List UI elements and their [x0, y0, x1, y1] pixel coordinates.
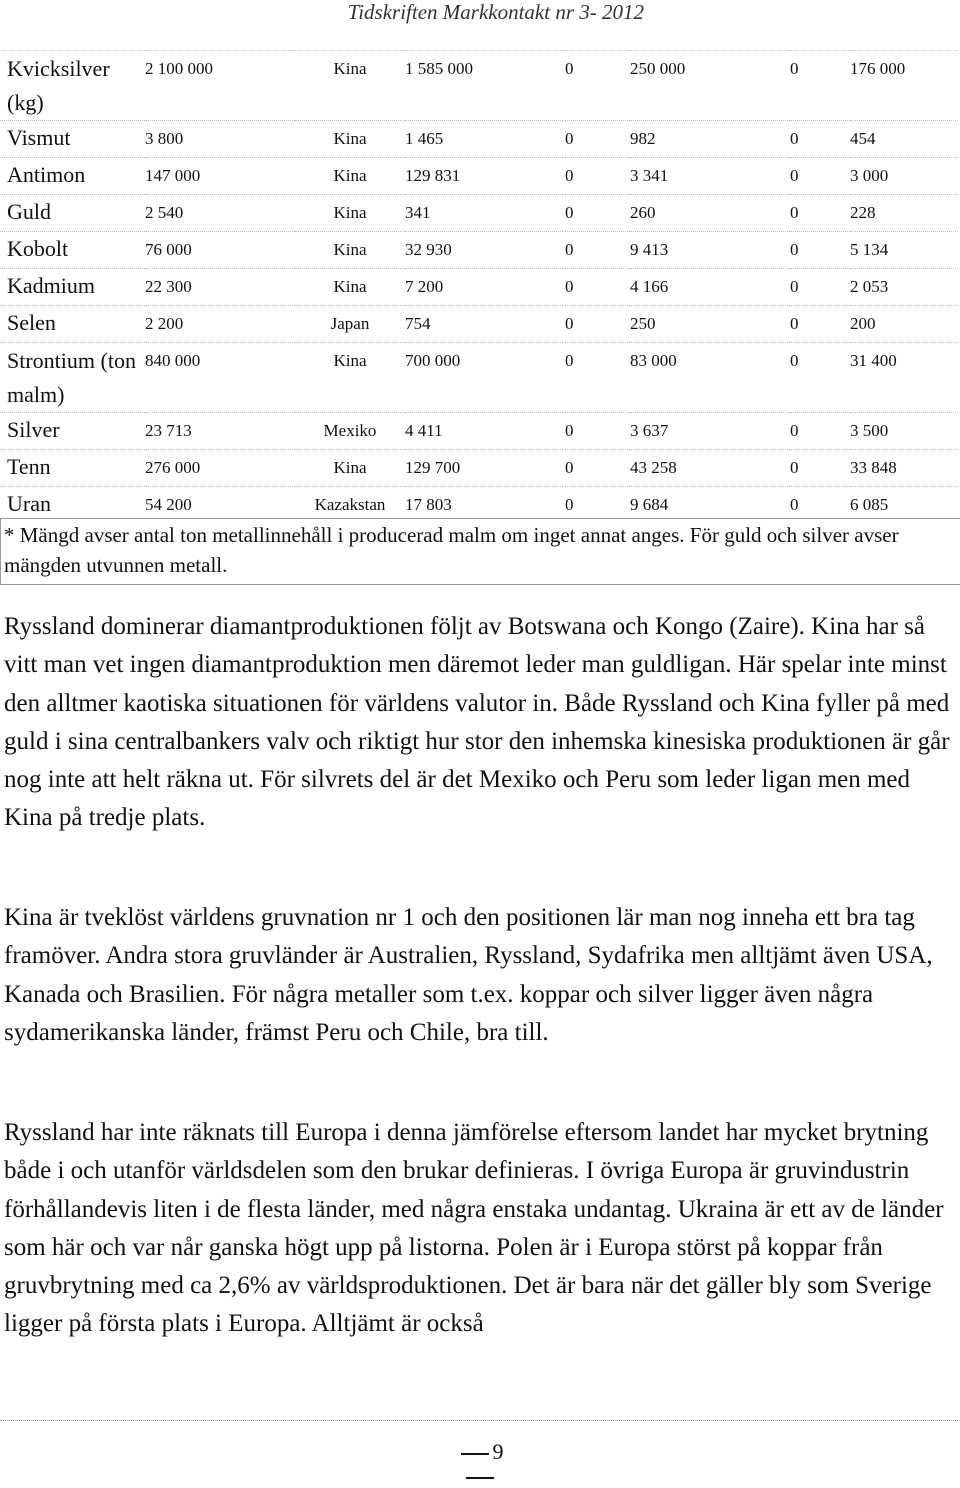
col-6: 0: [790, 121, 850, 158]
col-5: 3 341: [630, 158, 790, 195]
production-total: 23 713: [145, 413, 295, 450]
col-6: 0: [790, 195, 850, 232]
country-production: 7 200: [405, 269, 565, 306]
col-5: 9 413: [630, 232, 790, 269]
running-header: Tidskriften Markkontakt nr 3- 2012: [347, 0, 644, 24]
col-4: 0: [565, 450, 630, 487]
col-6: 0: [790, 343, 850, 413]
col-6: 0: [790, 158, 850, 195]
col-5: 982: [630, 121, 790, 158]
top-country: Kina: [295, 269, 405, 306]
col-7: 3 000: [850, 158, 958, 195]
production-total: 3 800: [145, 121, 295, 158]
footer-divider: [0, 1420, 958, 1421]
col-5: 260: [630, 195, 790, 232]
top-country: Kina: [295, 51, 405, 121]
col-5: 250 000: [630, 51, 790, 121]
col-7: 31 400: [850, 343, 958, 413]
col-4: 0: [565, 413, 630, 450]
col-7: 200: [850, 306, 958, 343]
mineral-name: Selen: [0, 306, 145, 343]
mineral-name: Uran: [0, 487, 145, 524]
col-7: 33 848: [850, 450, 958, 487]
col-7: 2 053: [850, 269, 958, 306]
mineral-name: Guld: [0, 195, 145, 232]
mineral-table-section: [0, 50, 958, 523]
table-row: [0, 195, 958, 232]
production-total: 840 000: [145, 343, 295, 413]
table-row: [0, 450, 958, 487]
col-6: 0: [790, 269, 850, 306]
country-production: 32 930: [405, 232, 565, 269]
production-total: 22 300: [145, 269, 295, 306]
production-total: 54 200: [145, 487, 295, 524]
dash-right: [466, 1477, 494, 1479]
col-7: 6 085: [850, 487, 958, 524]
col-5: 3 637: [630, 413, 790, 450]
col-6: 0: [790, 487, 850, 524]
col-4: 0: [565, 232, 630, 269]
production-total: 2 540: [145, 195, 295, 232]
footnote: * Mängd avser antal ton metallinnehåll i producerad malm om inget annat anges. För guld och silver avser mängden utvunnen metall.: [0, 518, 960, 585]
table-row: [0, 306, 958, 343]
country-production: 1 465: [405, 121, 565, 158]
col-5: 43 258: [630, 450, 790, 487]
top-country: Mexiko: [295, 413, 405, 450]
country-production: 129 831: [405, 158, 565, 195]
col-4: 0: [565, 487, 630, 524]
country-production: 17 803: [405, 487, 565, 524]
col-6: 0: [790, 413, 850, 450]
production-total: 2 200: [145, 306, 295, 343]
top-country: Kazakstan: [295, 487, 405, 524]
paragraph: Ryssland har inte räknats till Europa i denna jämförelse eftersom landet har mycket brytning både i och utanför världsdelen som den brukar definieras. I övriga Europa är gruvindustrin förhållandevis liten i de flesta länder, med några enstaka undantag. Ukraina är ett av de länder som här och var når ganska högt upp på listorna. Polen är i Europa störst på koppar från gruvbrytning med ca 2,6% av världsproduktionen. Det är bara när det gäller bly som Sverige ligger på första plats i Europa. Alltjämt är också: [4, 1119, 944, 1338]
table-row: [0, 121, 958, 158]
col-6: 0: [790, 51, 850, 121]
col-7: 228: [850, 195, 958, 232]
col-7: 3 500: [850, 413, 958, 450]
col-6: 0: [790, 232, 850, 269]
col-7: 176 000: [850, 51, 958, 121]
table-row: [0, 51, 958, 121]
top-country: Kina: [295, 232, 405, 269]
col-4: 0: [565, 158, 630, 195]
mineral-name: Vismut: [0, 121, 145, 158]
col-5: 4 166: [630, 269, 790, 306]
table-row: [0, 343, 958, 413]
production-total: 76 000: [145, 232, 295, 269]
mineral-name: Tenn: [0, 450, 145, 487]
country-production: 129 700: [405, 450, 565, 487]
table-body: [0, 51, 958, 524]
col-4: 0: [565, 121, 630, 158]
mineral-table: [0, 50, 958, 523]
table-row: [0, 413, 958, 450]
top-country: Kina: [295, 450, 405, 487]
dash-left: [461, 1453, 489, 1455]
top-country: Kina: [295, 158, 405, 195]
country-production: 1 585 000: [405, 51, 565, 121]
col-7: 5 134: [850, 232, 958, 269]
country-production: 754: [405, 306, 565, 343]
top-country: Kina: [295, 121, 405, 158]
mineral-name: Antimon: [0, 158, 145, 195]
page-number-text: 9: [492, 1439, 504, 1464]
paragraph: Kina är tveklöst världens gruvnation nr 1 och den positionen lär man nog inneha ett bra tag framöver. Andra stora gruvländer är Australien, Ryssland, Sydafrika men alltjämt även USA, Kanada och Brasilien. För några metaller som t.ex. koppar och silver ligger även några sydamerikanska länder, främst Peru och Chile, bra till.: [4, 904, 933, 1046]
table-row: [0, 269, 958, 306]
col-5: 83 000: [630, 343, 790, 413]
col-6: 0: [790, 306, 850, 343]
country-production: 700 000: [405, 343, 565, 413]
country-production: 4 411: [405, 413, 565, 450]
col-5: 250: [630, 306, 790, 343]
production-total: 276 000: [145, 450, 295, 487]
table-row: [0, 158, 958, 195]
col-4: 0: [565, 306, 630, 343]
country-production: 341: [405, 195, 565, 232]
production-total: 147 000: [145, 158, 295, 195]
mineral-name: Kadmium: [0, 269, 145, 306]
col-4: 0: [565, 343, 630, 413]
col-6: 0: [790, 450, 850, 487]
col-5: 9 684: [630, 487, 790, 524]
mineral-name: Kobolt: [0, 232, 145, 269]
page-number: [440, 1440, 520, 1488]
top-country: Kina: [295, 343, 405, 413]
table-row: [0, 232, 958, 269]
col-4: 0: [565, 195, 630, 232]
production-total: 2 100 000: [145, 51, 295, 121]
top-country: Kina: [295, 195, 405, 232]
col-4: 0: [565, 51, 630, 121]
mineral-name: Silver: [0, 413, 145, 450]
col-4: 0: [565, 269, 630, 306]
top-country: Japan: [295, 306, 405, 343]
col-7: 454: [850, 121, 958, 158]
mineral-name: Strontium (ton malm): [0, 343, 145, 413]
paragraph: Ryssland dominerar diamantproduktionen följt av Botswana och Kongo (Zaire). Kina har så vitt man vet ingen diamantproduktion men däremot leder man guldligan. Här spelar inte minst den alltmer kaotiska situationen för världens valutor in. Både Ryssland och Kina fyller på med guld i sina centralbankers valv och riktigt hur stor den inhemska kinesiska produktionen är går nog inte att helt räkna ut. För silvrets del är det Mexiko och Peru som leder ligan men med Kina på tredje plats.: [4, 613, 950, 832]
mineral-name: Kvicksilver (kg): [0, 51, 145, 121]
